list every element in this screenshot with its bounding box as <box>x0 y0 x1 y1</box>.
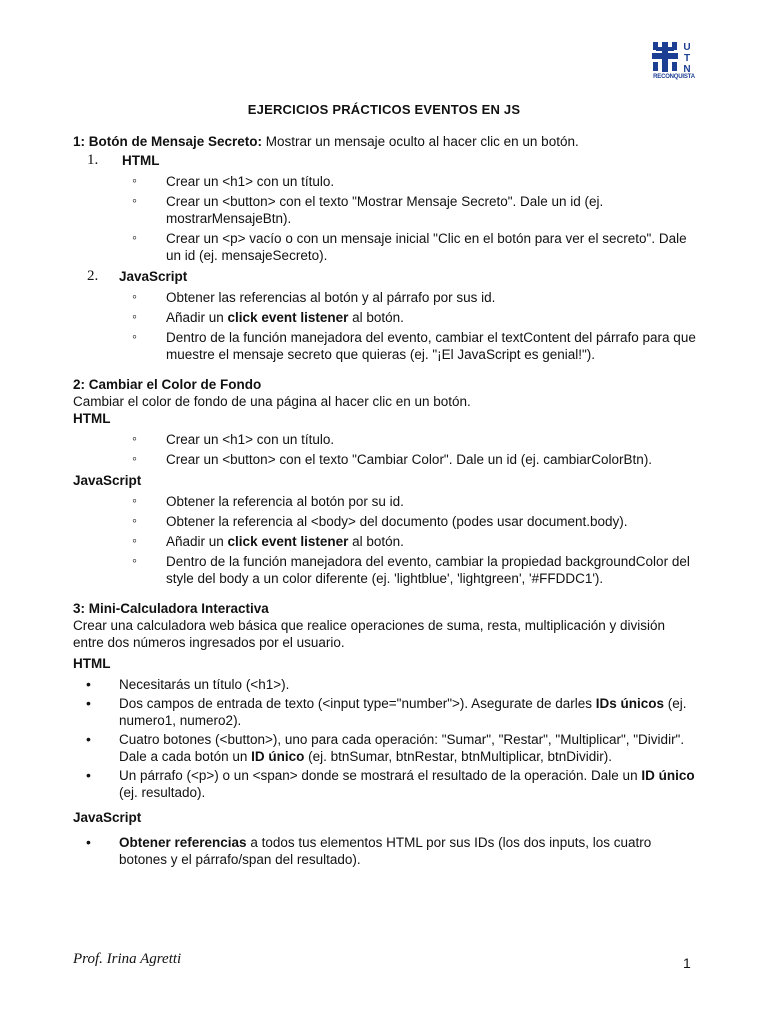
ex2-html-list <box>73 431 698 468</box>
item-text: a todos tus elementos HTML por sus IDs (los dos inputs, los cuatro botones y el párrafo/span del resultado). <box>119 835 652 867</box>
utn-emblem-icon <box>652 42 678 72</box>
ex3-js-label: JavaScript <box>73 810 142 825</box>
ex2-description: Cambiar el color de fondo de una página al hacer clic en un botón. <box>73 394 471 409</box>
list-item <box>73 731 698 765</box>
ex2-heading: 2: Cambiar el Color de Fondo <box>73 377 262 392</box>
list-item: ◦ Obtener la referencia al <body> del documento (podes usar document.body). <box>73 513 698 530</box>
list-item <box>73 767 698 801</box>
list-item: ◦ Crear un <button> con el texto "Cambiar Color". Dale un id (ej. cambiarColorBtn). <box>73 451 698 468</box>
utn-logo <box>652 42 696 84</box>
list-item <box>73 309 698 326</box>
footer-author: Prof. Irina Agretti <box>73 951 182 967</box>
ex3-description: Crear una calculadora web básica que realice operaciones de suma, resta, multiplicación y división entre dos números ingresados por el usuario. <box>73 618 666 650</box>
list-item: ◦ Obtener las referencias al botón y al párrafo por sus id. <box>73 289 698 306</box>
logo-letter-n: N <box>683 64 691 75</box>
list-item: ◦ Dentro de la función manejadora del evento, cambiar el textContent del párrafo para que muestre el mensaje secreto que quieras (ej. "¡El JavaScript es genial!"). <box>73 329 698 363</box>
item-bold-text: click event listener <box>227 310 349 325</box>
ex1-html-label: HTML <box>122 153 160 168</box>
list-item: ◦ Crear un <p> vacío o con un mensaje inicial "Clic en el botón para ver el secreto". Dale un id (ej. mensajeSecreto). <box>73 230 698 264</box>
document-body <box>73 133 698 872</box>
item-text: (ej. numero1, numero2). <box>119 696 687 728</box>
ex3-heading: 3: Mini-Calculadora Interactiva <box>73 601 269 616</box>
item-bold-text: Obtener referencias <box>119 835 247 850</box>
item-text: Añadir un <box>166 534 228 549</box>
ex3-html-list <box>73 676 698 801</box>
list-item: ◦ Obtener la referencia al botón por su id. <box>73 493 698 510</box>
ex1-js-number: 2. <box>87 268 99 284</box>
list-item: ◦ Crear un <h1> con un título. <box>73 173 698 190</box>
item-text: al botón. <box>348 310 404 325</box>
list-item: ◦ Crear un <h1> con un título. <box>73 431 698 448</box>
ex1-html-list <box>73 173 698 264</box>
ex2-html-label: HTML <box>73 411 111 426</box>
list-item: • Necesitarás un título (<h1>). <box>73 676 698 693</box>
logo-letter-t: T <box>683 53 691 64</box>
ex1-html-number: 1. <box>87 152 99 168</box>
ex1-heading-bold: 1: Botón de Mensaje Secreto: <box>73 134 263 149</box>
item-bold-text: ID único <box>641 768 695 783</box>
ex1-heading <box>73 133 698 150</box>
item-text: Un párrafo (<p>) o un <span> donde se mostrará el resultado de la operación. Dale un <box>119 768 642 783</box>
ex3-html-label: HTML <box>73 656 111 671</box>
ex1-html-item <box>73 152 698 169</box>
item-bold-text: ID único <box>251 749 305 764</box>
ex1-js-list <box>73 289 698 363</box>
ex1-heading-rest: Mostrar un mensaje oculto al hacer clic en un botón. <box>262 134 579 149</box>
ex2-js-label: JavaScript <box>73 473 142 488</box>
item-text: Dos campos de entrada de texto (<input type="number">). Asegurate de darles <box>119 696 596 711</box>
ex1-js-label: JavaScript <box>119 269 188 284</box>
logo-subtitle: RECONQUISTA <box>653 74 695 80</box>
logo-letters <box>679 42 695 75</box>
page-number: 1 <box>683 955 691 971</box>
list-item: ◦ Crear un <button> con el texto "Mostrar Mensaje Secreto". Dale un id (ej. mostrarMensajeBtn). <box>73 193 698 227</box>
item-text: (ej. btnSumar, btnRestar, btnMultiplicar, btnDividir). <box>304 749 612 764</box>
document-title: EJERCICIOS PRÁCTICOS EVENTOS EN JS <box>247 102 521 117</box>
ex3-js-list <box>73 834 698 868</box>
item-text: Añadir un <box>166 310 228 325</box>
item-text: (ej. resultado). <box>119 785 206 800</box>
ex1-js-item <box>73 268 698 285</box>
item-text: al botón. <box>348 534 404 549</box>
list-item <box>73 834 698 868</box>
item-text: Cuatro botones (<button>), uno para cada operación: "Sumar", "Restar", "Multiplicar", "Dividir". Dale a cada botón un <box>119 732 685 764</box>
ex2-js-list <box>73 493 698 587</box>
logo-letter-u: U <box>683 42 691 53</box>
item-bold-text: click event listener <box>227 534 349 549</box>
list-item <box>73 533 698 550</box>
item-bold-text: IDs únicos <box>595 696 665 711</box>
list-item: ◦ Dentro de la función manejadora del evento, cambiar la propiedad backgroundColor del style del body a un color diferente (ej. 'lightblue', 'lightgreen', '#FFDDC1'). <box>73 553 698 587</box>
list-item <box>73 695 698 729</box>
